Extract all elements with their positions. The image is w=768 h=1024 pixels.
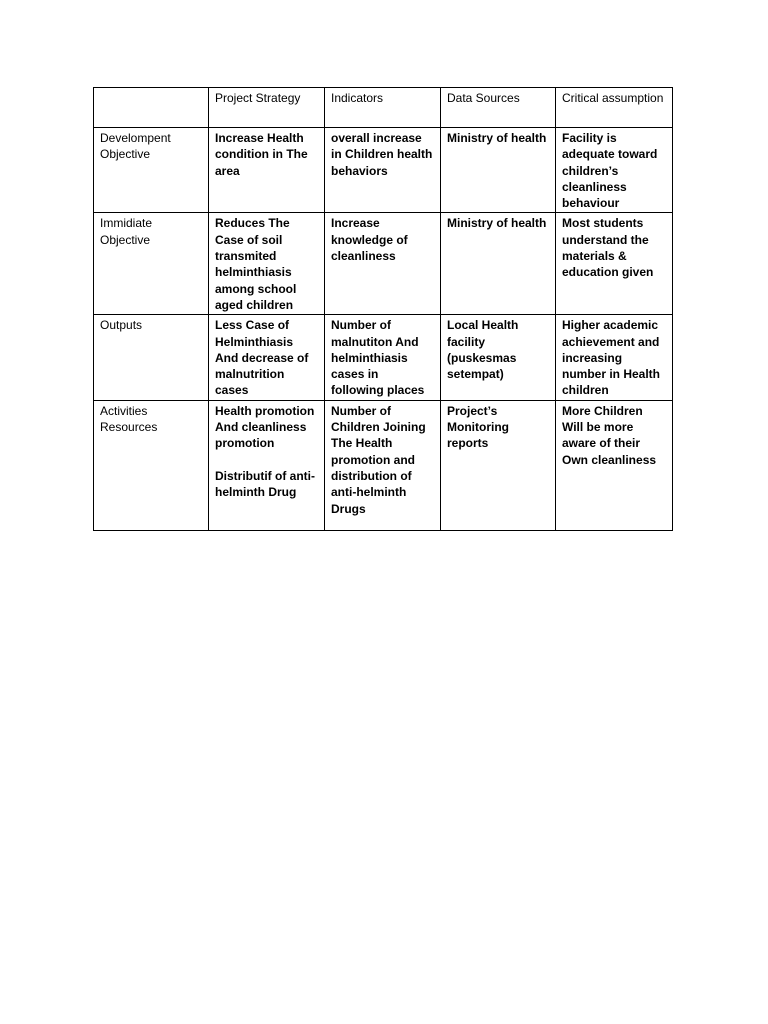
project-strategy-cell: Increase Health condition in The area [209, 128, 325, 213]
row-label: Develompent Objective [94, 128, 209, 213]
critical-assumption-cell: Most students understand the materials & education given [556, 213, 673, 315]
project-strategy-cell: Reduces The Case of soil transmited helminthiasis among school aged children [209, 213, 325, 315]
table-header-row [94, 88, 673, 128]
indicators-cell: Increase knowledge of cleanliness [325, 213, 441, 315]
indicators-cell: Number of Children Joining The Health promotion and distribution of anti-helminth Drugs [325, 400, 441, 530]
header-cell-indicators: Indicators [325, 88, 441, 128]
project-strategy-cell: Health promotion And cleanliness promotion Distributif of anti-helminth Drug [209, 400, 325, 530]
data-sources-cell: Ministry of health [441, 213, 556, 315]
indicators-cell: Number of malnutiton And helminthiasis cases in following places [325, 315, 441, 400]
table-row [94, 128, 673, 213]
header-cell-project-strategy: Project Strategy [209, 88, 325, 128]
header-cell-critical-assumption: Critical assumption [556, 88, 673, 128]
table-row [94, 315, 673, 400]
row-label: Immidiate Objective [94, 213, 209, 315]
data-sources-cell: Project’s Monitoring reports [441, 400, 556, 530]
header-cell-data-sources: Data Sources [441, 88, 556, 128]
critical-assumption-cell: More Children Will be more aware of their Own cleanliness [556, 400, 673, 530]
header-cell-empty [94, 88, 209, 128]
row-label: Activities Resources [94, 400, 209, 530]
critical-assumption-cell: Facility is adequate toward children’s cleanliness behaviour [556, 128, 673, 213]
critical-assumption-cell: Higher academic achievement and increasing number in Health children [556, 315, 673, 400]
data-sources-cell: Local Health facility (puskesmas setempat) [441, 315, 556, 400]
indicators-cell: overall increase in Children health behaviors [325, 128, 441, 213]
table-row [94, 400, 673, 530]
table-row [94, 213, 673, 315]
data-sources-cell: Ministry of health [441, 128, 556, 213]
logframe-table [93, 87, 673, 531]
row-label: Outputs [94, 315, 209, 400]
project-strategy-cell: Less Case of Helminthiasis And decrease of malnutrition cases [209, 315, 325, 400]
